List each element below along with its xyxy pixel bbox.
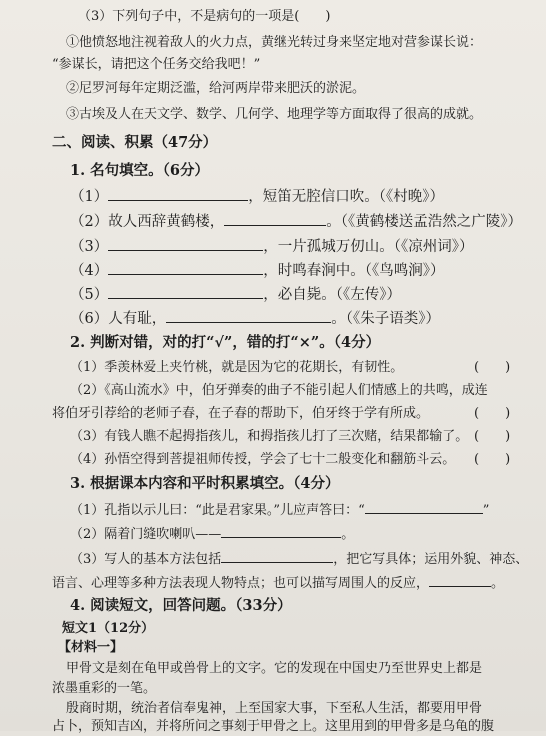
basis-item-2-blank[interactable] — [221, 524, 341, 538]
material-heading: 【材料一】 — [58, 640, 124, 655]
fill-item-1 — [70, 187, 444, 206]
fill-item-3-suffix: ，一片孤城万仞山。（《凉州词》） — [263, 239, 474, 255]
reading-subtitle: 短文1（12分） — [62, 621, 155, 636]
judge-item-2-line-1: （2）《高山流水》中，伯牙弹奏的曲子不能引起人们情感上的共鸣，成连 — [70, 383, 488, 398]
basis-item-1-close: ” — [482, 503, 490, 518]
fill-item-1-prefix: （1） — [70, 189, 109, 205]
material-para-1-line-1: 甲骨文是刻在龟甲或兽骨上的文字。它的发现在中国史乃至世界史上都是 — [66, 661, 483, 676]
fill-item-6-blank[interactable] — [166, 309, 331, 323]
basis-title: 3. 根据课本内容和平时积累填空。（4分） — [70, 475, 340, 492]
fill-item-5 — [70, 285, 401, 304]
fill-item-4 — [70, 261, 444, 280]
basis-item-3-line-2 — [52, 573, 504, 593]
section-2-heading: 二、阅读、积累（47分） — [52, 134, 218, 151]
basis-item-2 — [70, 524, 354, 544]
basis-item-1 — [70, 500, 489, 520]
fill-item-4-prefix: （4） — [70, 263, 109, 279]
fill-item-5-prefix: （5） — [70, 287, 109, 303]
basis-item-3-end: 。 — [491, 576, 505, 591]
option-2: ②尼罗河每年定期泛滥，给河两岸带来肥沃的淤泥。 — [66, 81, 366, 96]
judge-item-3: （3）有钱人瞧不起拇指孩儿，和拇指孩儿打了三次赌，结果都输了。 — [70, 429, 469, 444]
judge-item-4-answer[interactable]: ( ) — [474, 452, 511, 467]
option-1-line-1: ①他愤怒地注视着敌人的火力点，黄继光转过身来坚定地对营参谋长说： — [66, 35, 483, 50]
fill-item-6-suffix: 。（《朱子语类》） — [331, 311, 440, 327]
judge-item-2-answer[interactable]: ( ) — [474, 406, 511, 421]
question-3-stem: （3）下列句子中，不是病句的一项是( ) — [78, 9, 331, 24]
fill-item-3 — [70, 237, 473, 256]
basis-item-3-line-2-text: 语言、心理等多种方法表现人物特点；也可以描写周围人的反应， — [52, 576, 430, 591]
basis-item-3-line-1 — [70, 549, 528, 569]
fill-item-2-blank[interactable] — [224, 212, 326, 226]
basis-item-2-text: （2）隔着门缝吹喇叭—— — [70, 527, 222, 542]
basis-item-3-text: （3）写人的基本方法包括 — [70, 552, 222, 567]
option-3: ③古埃及人在天文学、数学、几何学、地理学等方面取得了很高的成就。 — [66, 107, 483, 122]
fill-item-5-blank[interactable] — [108, 285, 263, 299]
fill-item-1-suffix: ，短笛无腔信口吹。（《村晚》） — [248, 189, 444, 205]
judge-item-4: （4）孙悟空得到菩提祖师传授，学会了七十二般变化和翻筋斗云。 — [70, 452, 456, 467]
judge-item-2-line-2: 将伯牙引荐给的老师子春，在子春的帮助下，伯牙终于学有所成。 — [52, 406, 430, 421]
basis-item-3-blank[interactable] — [221, 549, 333, 563]
judge-item-3-answer[interactable]: ( ) — [474, 429, 511, 444]
judge-item-1-answer[interactable]: ( ) — [474, 360, 511, 375]
option-1-line-2: “参谋长，请把这个任务交给我吧！” — [52, 57, 261, 72]
material-para-1-line-2: 浓墨重彩的一笔。 — [52, 681, 157, 696]
fill-item-2-prefix: （2）故人西辞黄鹤楼， — [70, 214, 225, 230]
fill-title: 1. 名句填空。（6分） — [70, 162, 210, 179]
fill-item-3-blank[interactable] — [108, 237, 263, 251]
fill-item-3-prefix: （3） — [70, 239, 109, 255]
basis-item-1-text: （1）孔指以示儿曰：“此是君家果。”儿应声答曰：“ — [70, 503, 365, 518]
fill-item-1-blank[interactable] — [108, 187, 248, 201]
fill-item-2 — [70, 212, 522, 231]
fill-item-4-suffix: ，时鸣春涧中。（《鸟鸣涧》） — [263, 263, 445, 279]
basis-item-1-blank[interactable] — [365, 500, 483, 514]
basis-item-3-cont: ，把它写具体；运用外貌、神态、 — [333, 552, 529, 567]
judge-item-1: （1）季羡林爱上夹竹桃，就是因为它的花期长，有韧性。 — [70, 360, 404, 375]
fill-item-5-suffix: ，必自毙。（《左传》） — [263, 287, 401, 303]
judge-title: 2. 判断对错，对的打“√”，错的打“×”。（4分） — [70, 334, 381, 351]
material-para-2-line-2: 占卜，预知吉凶，并将所问之事刻于甲骨之上。这里用到的甲骨多是乌龟的腹 — [52, 719, 495, 734]
fill-item-6-prefix: （6）人有耻， — [70, 311, 167, 327]
material-para-2-line-1: 殷商时期，统治者信奉鬼神，上至国家大事，下至私人生活，都要用甲骨 — [66, 701, 483, 716]
reading-title: 4. 阅读短文，回答问题。（33分） — [70, 597, 292, 614]
fill-item-4-blank[interactable] — [108, 261, 263, 275]
basis-item-3-blank-2[interactable] — [429, 573, 491, 587]
fill-item-2-suffix: 。（《黄鹤楼送孟浩然之广陵》） — [326, 214, 522, 230]
fill-item-6 — [70, 309, 440, 328]
basis-item-2-end: 。 — [341, 527, 355, 542]
